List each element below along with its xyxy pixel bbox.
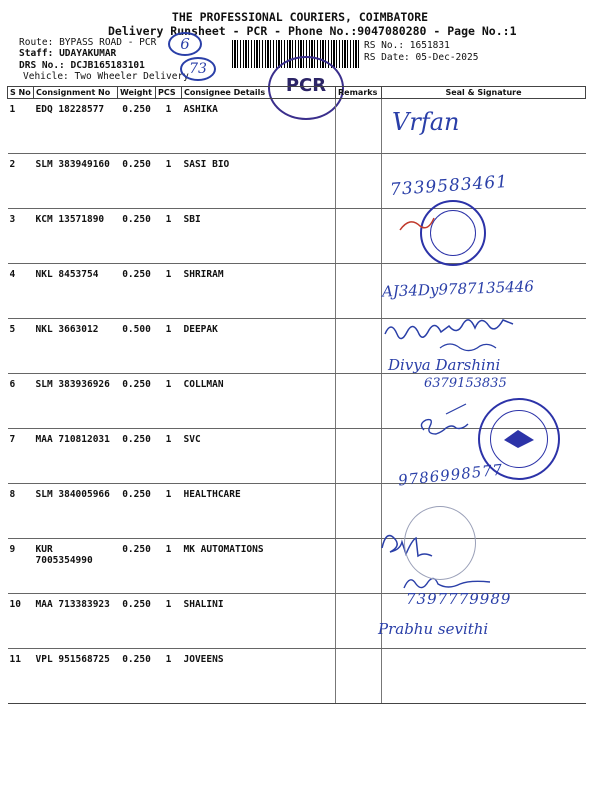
staff-line xyxy=(19,48,116,60)
row-consignee: COLLMAN xyxy=(182,374,336,429)
row-sno: 6 xyxy=(8,374,34,429)
vehicle-label: Vehicle: xyxy=(23,71,69,82)
row-remarks xyxy=(336,209,382,264)
staff-label: Staff: xyxy=(19,48,54,59)
row-consignee: HEALTHCARE xyxy=(182,484,336,539)
rs-no-value: 1651831 xyxy=(409,40,450,51)
row-remarks xyxy=(336,649,382,704)
signature-row-10: 7397779989 xyxy=(406,590,512,608)
signature-row-5 xyxy=(380,308,580,354)
row-sno: 10 xyxy=(8,594,34,649)
rs-no-label: RS No.: xyxy=(364,40,405,51)
row-sno: 5 xyxy=(8,319,34,374)
bank-logo-icon xyxy=(502,426,536,450)
signature-row-1: Vrfan xyxy=(392,108,460,136)
row-weight: 0.250 xyxy=(118,154,156,209)
row-pcs: 1 xyxy=(156,319,182,374)
row-remarks xyxy=(336,594,382,649)
table-row xyxy=(8,484,586,539)
route-label: Route: xyxy=(19,37,54,48)
table-header-row xyxy=(8,87,586,99)
row-consignment: VPL 951568725 xyxy=(34,649,118,704)
handwritten-count-bottom: 73 xyxy=(180,57,216,81)
row-sno: 8 xyxy=(8,484,34,539)
handwritten-count-top: 6 xyxy=(168,32,202,56)
signature-row-8: 9786998577 xyxy=(397,460,505,490)
row-sno: 1 xyxy=(8,99,34,154)
signature-row-7 xyxy=(416,400,486,444)
row-remarks xyxy=(336,429,382,484)
row-consignment: SLM 383949160 xyxy=(34,154,118,209)
row-weight: 0.500 xyxy=(118,319,156,374)
row-pcs: 1 xyxy=(156,539,182,594)
drs-label: DRS No.: xyxy=(19,60,65,71)
vehicle-line xyxy=(23,71,189,83)
rs-no-line xyxy=(364,40,450,52)
row-consignee: SASI BIO xyxy=(182,154,336,209)
row-pcs: 1 xyxy=(156,594,182,649)
col-consignee: Consignee Details xyxy=(182,87,336,99)
row-pcs: 1 xyxy=(156,99,182,154)
row-consignment: MAA 710812031 xyxy=(34,429,118,484)
signature-row-4: AJ34Dy9787135446 xyxy=(381,277,535,301)
row-sno: 4 xyxy=(8,264,34,319)
col-pcs: PCS xyxy=(156,87,182,99)
row-weight: 0.250 xyxy=(118,539,156,594)
col-weight: Weight xyxy=(118,87,156,99)
row-weight: 0.250 xyxy=(118,594,156,649)
row-weight: 0.250 xyxy=(118,99,156,154)
row-consignee: DEEPAK xyxy=(182,319,336,374)
signature-row-6-phone: 6379153835 xyxy=(424,376,507,391)
row-consignment: SLM 384005966 xyxy=(34,484,118,539)
row-consignment: MAA 713383923 xyxy=(34,594,118,649)
rs-date-line xyxy=(364,52,478,64)
row-consignee: SVC xyxy=(182,429,336,484)
row-weight: 0.250 xyxy=(118,209,156,264)
row-remarks xyxy=(336,99,382,154)
row-remarks xyxy=(336,154,382,209)
rs-date-value: 05-Dec-2025 xyxy=(415,52,479,63)
row-remarks xyxy=(336,264,382,319)
route-value: BYPASS ROAD - PCR xyxy=(59,37,157,48)
company-title: THE PROFESSIONAL COURIERS, COIMBATORE xyxy=(171,10,429,24)
runsheet-subtitle: Delivery Runsheet - PCR - Phone No.:9047080280 - Page No.:1 xyxy=(108,24,517,38)
row-weight: 0.250 xyxy=(118,429,156,484)
signature-row-11: Prabhu sevithi xyxy=(378,620,489,638)
row-consignee: SHALINI xyxy=(182,594,336,649)
red-mark-icon xyxy=(396,210,436,240)
row-sno: 9 xyxy=(8,539,34,594)
row-consignee: SBI xyxy=(182,209,336,264)
seal-stamp-row-7 xyxy=(478,398,560,480)
col-consignment: Consignment No xyxy=(34,87,118,99)
row-sno: 7 xyxy=(8,429,34,484)
row-consignment: KCM 13571890 xyxy=(34,209,118,264)
row-remarks xyxy=(336,319,382,374)
table-row xyxy=(8,209,586,264)
row-sno: 3 xyxy=(8,209,34,264)
row-consignment: NKL 3663012 xyxy=(34,319,118,374)
row-sno: 11 xyxy=(8,649,34,704)
faint-seal-row-9 xyxy=(404,506,476,580)
staff-value: UDAYAKUMAR xyxy=(59,48,117,59)
table-row xyxy=(8,649,586,704)
col-signature: Seal & Signature xyxy=(382,87,586,99)
signature-row-6-name: Divya Darshini xyxy=(388,356,501,374)
row-weight: 0.250 xyxy=(118,264,156,319)
rs-date-label: RS Date: xyxy=(364,52,410,63)
row-consignee: MK AUTOMATIONS xyxy=(182,539,336,594)
drs-value: DCJB165183101 xyxy=(70,60,145,71)
row-weight: 0.250 xyxy=(118,374,156,429)
row-consignment: KUR 7005354990 xyxy=(34,539,118,594)
row-consignment: SLM 383936926 xyxy=(34,374,118,429)
row-pcs: 1 xyxy=(156,209,182,264)
row-consignee: ASHIKA xyxy=(182,99,336,154)
col-sno: S No xyxy=(8,87,34,99)
row-consignment: EDQ 18228577 xyxy=(34,99,118,154)
row-consignee: SHRIRAM xyxy=(182,264,336,319)
signature-row-2: 7339583461 xyxy=(389,171,509,201)
row-sno: 2 xyxy=(8,154,34,209)
row-pcs: 1 xyxy=(156,374,182,429)
row-pcs: 1 xyxy=(156,154,182,209)
row-remarks xyxy=(336,374,382,429)
row-signature xyxy=(382,649,586,704)
row-pcs: 1 xyxy=(156,649,182,704)
row-pcs: 1 xyxy=(156,484,182,539)
col-remarks: Remarks xyxy=(336,87,382,99)
pcr-stamp: PCR xyxy=(268,56,344,120)
vehicle-value: Two Wheeler Delivery xyxy=(74,71,189,82)
row-remarks xyxy=(336,484,382,539)
row-pcs: 1 xyxy=(156,264,182,319)
row-consignment: NKL 8453754 xyxy=(34,264,118,319)
row-weight: 0.250 xyxy=(118,649,156,704)
row-remarks xyxy=(336,539,382,594)
table-row xyxy=(8,99,586,154)
row-pcs: 1 xyxy=(156,429,182,484)
row-consignee: JOVEENS xyxy=(182,649,336,704)
row-weight: 0.250 xyxy=(118,484,156,539)
